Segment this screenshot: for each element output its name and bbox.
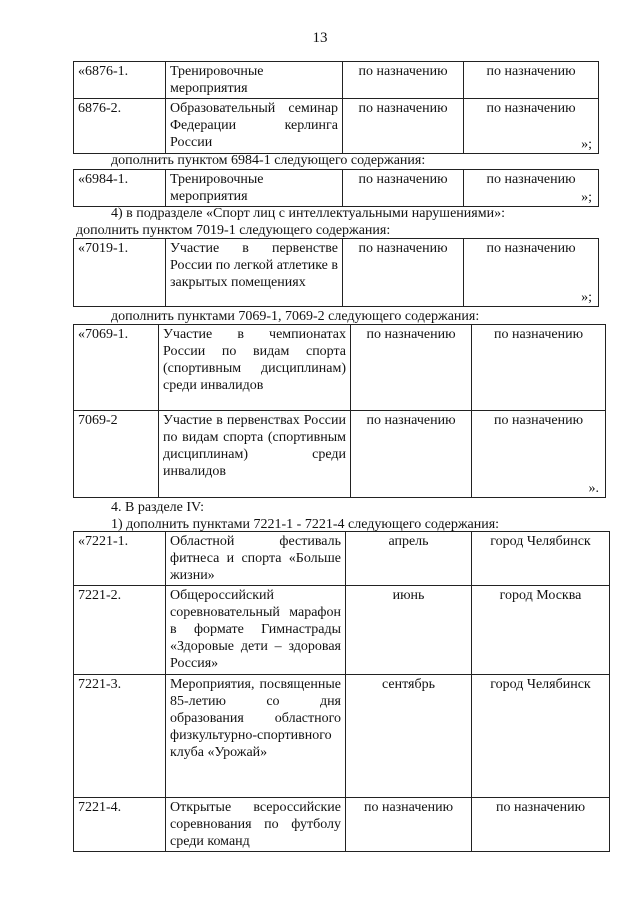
item-period: по назначению [343, 99, 464, 154]
item-description: Участие в чемпионатах России по видам спорта (спортивным дисциплинам) среди инвалидов [159, 325, 351, 411]
item-period: июнь [346, 586, 472, 675]
item-place: по назначению [464, 62, 599, 99]
paragraph: 1) дополнить пунктами 7221-1 - 7221-4 следующего содержания: [111, 517, 500, 532]
closing-quote: »; [581, 137, 592, 152]
table-row [74, 586, 610, 675]
closing-quote: »; [581, 190, 592, 205]
closing-quote: ». [588, 481, 599, 496]
table-items-7019 [73, 238, 599, 307]
item-place: город Челябинск [472, 532, 610, 586]
table-row [74, 99, 599, 154]
closing-quote: »; [581, 290, 592, 305]
item-place: по назначению »; [464, 170, 599, 207]
paragraph: дополнить пунктом 7019-1 следующего содержания: [76, 223, 391, 238]
item-place: по назначению [472, 325, 606, 411]
item-description: Общероссийский соревновательный марафон в формате Гимнастрады «Здоровые дети – здоровая Россия» [166, 586, 346, 675]
item-place: город Челябинск [472, 675, 610, 798]
table-items-7069 [73, 324, 606, 498]
table-items-6876 [73, 61, 599, 154]
table-row [74, 532, 610, 586]
item-number: «6984-1. [74, 170, 166, 207]
item-period: по назначению [343, 239, 464, 307]
table-row [74, 170, 599, 207]
table-row [74, 239, 599, 307]
item-number: «6876-1. [74, 62, 166, 99]
page-number: 13 [312, 30, 328, 46]
paragraph: 4) в подразделе «Спорт лиц с интеллектуальными нарушениями»: [111, 206, 505, 221]
item-period: по назначению [346, 798, 472, 852]
item-period: апрель [346, 532, 472, 586]
item-number: «7019-1. [74, 239, 166, 307]
table-items-7221 [73, 531, 610, 852]
item-place: по назначению »; [464, 99, 599, 154]
table-row [74, 325, 606, 411]
item-description: Тренировочные мероприятия [166, 62, 343, 99]
item-description: Мероприятия, посвященные 85-летию со дня образования областного физкультурно-спортивного клуба «Урожай» [166, 675, 346, 798]
paragraph: дополнить пунктом 6984-1 следующего содержания: [111, 153, 426, 168]
paragraph: 4. В разделе IV: [111, 500, 204, 515]
table-row [74, 675, 610, 798]
item-number: «7069-1. [74, 325, 159, 411]
item-period: по назначению [343, 170, 464, 207]
item-number: 7221-4. [74, 798, 166, 852]
item-description: Участие в первенстве России по легкой атлетике в закрытых помещениях [166, 239, 343, 307]
item-number: 6876-2. [74, 99, 166, 154]
table-items-6984 [73, 169, 599, 207]
paragraph: дополнить пунктами 7069-1, 7069-2 следующего содержания: [111, 309, 480, 324]
item-description: Участие в первенствах России по видам спорта (спортивным дисциплинам) среди инвалидов [159, 411, 351, 498]
item-place: по назначению »; [464, 239, 599, 307]
table-row [74, 798, 610, 852]
item-number: «7221-1. [74, 532, 166, 586]
item-place: по назначению ». [472, 411, 606, 498]
item-number: 7221-3. [74, 675, 166, 798]
item-number: 7221-2. [74, 586, 166, 675]
item-place: город Москва [472, 586, 610, 675]
item-place: по назначению [472, 798, 610, 852]
item-number: 7069-2 [74, 411, 159, 498]
table-row [74, 62, 599, 99]
item-period: по назначению [343, 62, 464, 99]
item-description: Тренировочные мероприятия [166, 170, 343, 207]
item-period: по назначению [351, 411, 472, 498]
table-row [74, 411, 606, 498]
item-description: Открытые всероссийские соревнования по футболу среди команд [166, 798, 346, 852]
item-description: Областной фестиваль фитнеса и спорта «Больше жизни» [166, 532, 346, 586]
item-period: по назначению [351, 325, 472, 411]
item-description: Образовательный семинар Федерации керлинга России [166, 99, 343, 154]
item-period: сентябрь [346, 675, 472, 798]
